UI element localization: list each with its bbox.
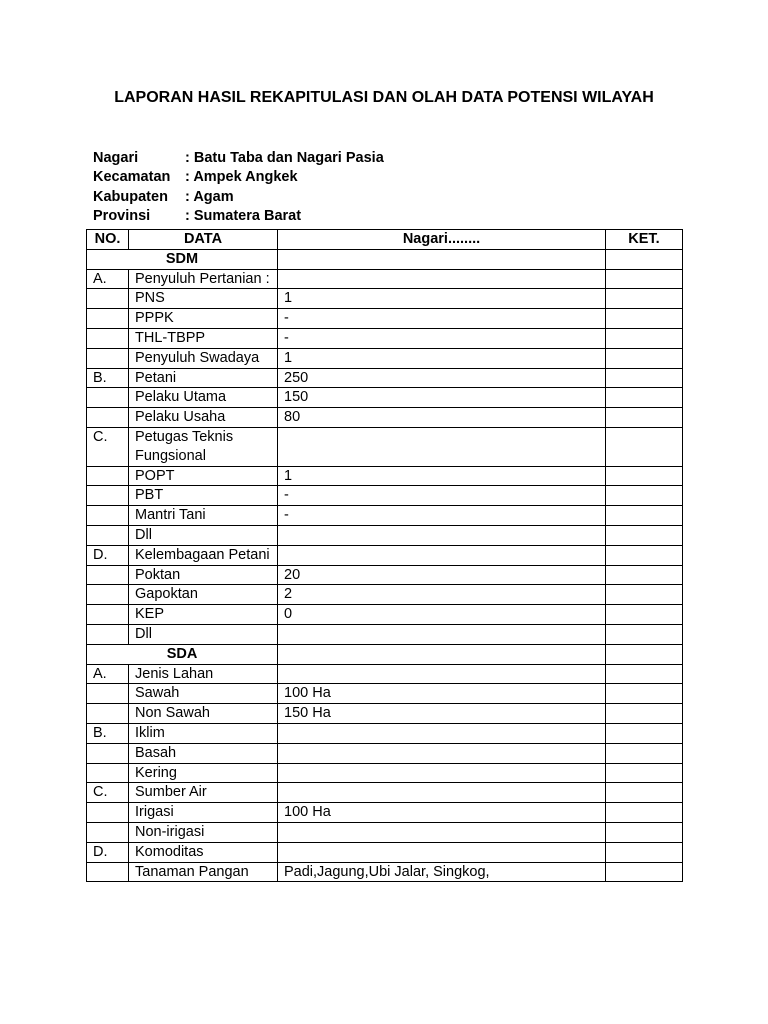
table-cell-no: [87, 309, 129, 329]
table-cell-value: 1: [278, 466, 606, 486]
table-cell-data: KEP: [129, 605, 278, 625]
info-row-kecamatan: [93, 168, 384, 187]
table-cell-data: PBT: [129, 486, 278, 506]
table-cell-data: Pelaku Utama: [129, 388, 278, 408]
header-data: DATA: [129, 230, 278, 250]
table-cell-value: 150 Ha: [278, 704, 606, 724]
table-cell-ket: [606, 704, 683, 724]
header-ket: KET.: [606, 230, 683, 250]
table-row: [87, 723, 683, 743]
table-cell-no: A.: [87, 269, 129, 289]
table-cell-data: Non-irigasi: [129, 822, 278, 842]
table-cell-ket: [606, 862, 683, 882]
table-cell-value: 1: [278, 289, 606, 309]
table-cell-ket: [606, 466, 683, 486]
table-cell-no: [87, 486, 129, 506]
table-row: [87, 743, 683, 763]
table-cell-value: [278, 822, 606, 842]
table-cell-ket: [606, 624, 683, 644]
table-cell-ket: [606, 605, 683, 625]
table-cell-no: [87, 348, 129, 368]
table-row: [87, 348, 683, 368]
table-cell-no: [87, 289, 129, 309]
table-cell-value: [278, 427, 606, 466]
table-cell-value: [278, 624, 606, 644]
table-row: [87, 842, 683, 862]
table-cell-data: PNS: [129, 289, 278, 309]
data-table: [86, 229, 683, 882]
table-cell-ket: [606, 388, 683, 408]
table-row: [87, 545, 683, 565]
table-row: [87, 328, 683, 348]
section-row: [87, 644, 683, 664]
table-cell-data: Petani: [129, 368, 278, 388]
table-cell-value: [278, 525, 606, 545]
header-no: NO.: [87, 230, 129, 250]
header-nagari: Nagari........: [278, 230, 606, 250]
table-cell-data: Dll: [129, 624, 278, 644]
table-cell-no: [87, 506, 129, 526]
table-cell-value: 100 Ha: [278, 684, 606, 704]
table-cell-value: [278, 783, 606, 803]
section-title: SDA: [87, 644, 278, 664]
table-cell-no: [87, 525, 129, 545]
table-cell-ket: [606, 842, 683, 862]
table-row: [87, 763, 683, 783]
table-row: [87, 605, 683, 625]
table-cell-ket: [606, 545, 683, 565]
table-cell-no: A.: [87, 664, 129, 684]
table-cell-data: Sumber Air: [129, 783, 278, 803]
table-cell-no: [87, 328, 129, 348]
table-header-row: [87, 230, 683, 250]
table-cell-ket: [606, 368, 683, 388]
table-cell-no: B.: [87, 723, 129, 743]
table-cell-no: [87, 605, 129, 625]
table-cell-ket: [606, 249, 683, 269]
table-cell-data: Penyuluh Pertanian :: [129, 269, 278, 289]
table-cell-no: D.: [87, 842, 129, 862]
table-cell-ket: [606, 408, 683, 428]
table-cell-value: [278, 644, 606, 664]
table-row: [87, 408, 683, 428]
table-row: [87, 803, 683, 823]
table-cell-no: C.: [87, 783, 129, 803]
table-row: [87, 684, 683, 704]
table-cell-value: 1: [278, 348, 606, 368]
info-row-provinsi: [93, 207, 384, 226]
table-row: [87, 525, 683, 545]
table-cell-data: Kering: [129, 763, 278, 783]
table-cell-no: B.: [87, 368, 129, 388]
table-cell-data: Mantri Tani: [129, 506, 278, 526]
table-row: [87, 664, 683, 684]
table-cell-data: Komoditas: [129, 842, 278, 862]
table-cell-no: [87, 684, 129, 704]
table-cell-no: C.: [87, 427, 129, 466]
table-cell-value: 150: [278, 388, 606, 408]
table-cell-ket: [606, 348, 683, 368]
table-cell-data: Petugas Teknis Fungsional: [129, 427, 278, 466]
table-row: [87, 368, 683, 388]
table-cell-ket: [606, 644, 683, 664]
table-cell-value: 20: [278, 565, 606, 585]
table-cell-no: [87, 388, 129, 408]
table-cell-data: Jenis Lahan: [129, 664, 278, 684]
table-cell-no: [87, 803, 129, 823]
table-cell-ket: [606, 427, 683, 466]
table-cell-ket: [606, 763, 683, 783]
table-cell-ket: [606, 822, 683, 842]
info-row-kabupaten: [93, 188, 384, 207]
table-cell-value: [278, 763, 606, 783]
table-cell-ket: [606, 783, 683, 803]
table-row: [87, 565, 683, 585]
table-row: [87, 289, 683, 309]
report-info: [93, 149, 384, 226]
table-cell-value: -: [278, 328, 606, 348]
table-cell-data: Irigasi: [129, 803, 278, 823]
table-cell-ket: [606, 565, 683, 585]
table-cell-value: 0: [278, 605, 606, 625]
info-label: Provinsi: [93, 207, 151, 224]
table-cell-value: 100 Ha: [278, 803, 606, 823]
table-cell-no: [87, 822, 129, 842]
table-cell-data: Poktan: [129, 565, 278, 585]
info-value: : Ampek Angkek: [185, 169, 298, 186]
table-cell-value: -: [278, 486, 606, 506]
table-row: [87, 822, 683, 842]
table-cell-data: Kelembagaan Petani: [129, 545, 278, 565]
table-cell-ket: [606, 269, 683, 289]
table-cell-no: [87, 862, 129, 882]
table-cell-no: [87, 704, 129, 724]
table-row: [87, 466, 683, 486]
table-cell-ket: [606, 585, 683, 605]
table-row: [87, 309, 683, 329]
section-title: SDM: [87, 249, 278, 269]
table-cell-data: POPT: [129, 466, 278, 486]
info-value: : Agam: [185, 188, 234, 205]
table-cell-data: Iklim: [129, 723, 278, 743]
table-row: [87, 486, 683, 506]
table-cell-no: [87, 565, 129, 585]
table-cell-ket: [606, 289, 683, 309]
table-cell-ket: [606, 506, 683, 526]
table-row: [87, 269, 683, 289]
report-title: LAPORAN HASIL REKAPITULASI DAN OLAH DATA POTENSI WILAYAH: [114, 89, 654, 106]
table-row: [87, 388, 683, 408]
info-label: Kecamatan: [93, 169, 171, 186]
table-cell-value: [278, 269, 606, 289]
table-cell-value: [278, 545, 606, 565]
table-row: [87, 506, 683, 526]
table-cell-value: 2: [278, 585, 606, 605]
table-cell-value: [278, 249, 606, 269]
table-row: [87, 585, 683, 605]
table-cell-ket: [606, 743, 683, 763]
info-value: : Batu Taba dan Nagari Pasia: [185, 150, 384, 166]
table-cell-data: Non Sawah: [129, 704, 278, 724]
table-cell-ket: [606, 525, 683, 545]
table-cell-value: [278, 664, 606, 684]
table-cell-no: [87, 408, 129, 428]
table-cell-no: [87, 743, 129, 763]
table-cell-ket: [606, 684, 683, 704]
table-cell-data: Gapoktan: [129, 585, 278, 605]
table-cell-value: -: [278, 309, 606, 329]
table-cell-data: Tanaman Pangan: [129, 862, 278, 882]
info-label: Nagari: [93, 150, 139, 166]
table-cell-value: [278, 842, 606, 862]
info-value: : Sumatera Barat: [185, 207, 302, 224]
table-cell-value: -: [278, 506, 606, 526]
table-cell-ket: [606, 664, 683, 684]
table-cell-value: [278, 723, 606, 743]
table-cell-no: [87, 466, 129, 486]
table-cell-value: 80: [278, 408, 606, 428]
table-row: [87, 862, 683, 882]
table-cell-data: Sawah: [129, 684, 278, 704]
table-cell-ket: [606, 309, 683, 329]
table-cell-ket: [606, 803, 683, 823]
table-cell-data: Penyuluh Swadaya: [129, 348, 278, 368]
table-cell-ket: [606, 486, 683, 506]
table-row: [87, 783, 683, 803]
table-row: [87, 624, 683, 644]
info-label: Kabupaten: [93, 188, 168, 205]
table-cell-ket: [606, 723, 683, 743]
table-cell-ket: [606, 328, 683, 348]
table-cell-no: D.: [87, 545, 129, 565]
table-cell-data: Basah: [129, 743, 278, 763]
table-cell-value: Padi,Jagung,Ubi Jalar, Singkog,: [278, 862, 606, 882]
table-cell-value: 250: [278, 368, 606, 388]
table-cell-no: [87, 585, 129, 605]
table-cell-no: [87, 624, 129, 644]
table-cell-data: Pelaku Usaha: [129, 408, 278, 428]
table-cell-data: Dll: [129, 525, 278, 545]
table-cell-no: [87, 763, 129, 783]
section-row: [87, 249, 683, 269]
table-cell-data: PPPK: [129, 309, 278, 329]
table-cell-data: THL-TBPP: [129, 328, 278, 348]
table-row: [87, 427, 683, 466]
table-row: [87, 704, 683, 724]
info-row-nagari: [93, 149, 384, 168]
table-cell-value: [278, 743, 606, 763]
